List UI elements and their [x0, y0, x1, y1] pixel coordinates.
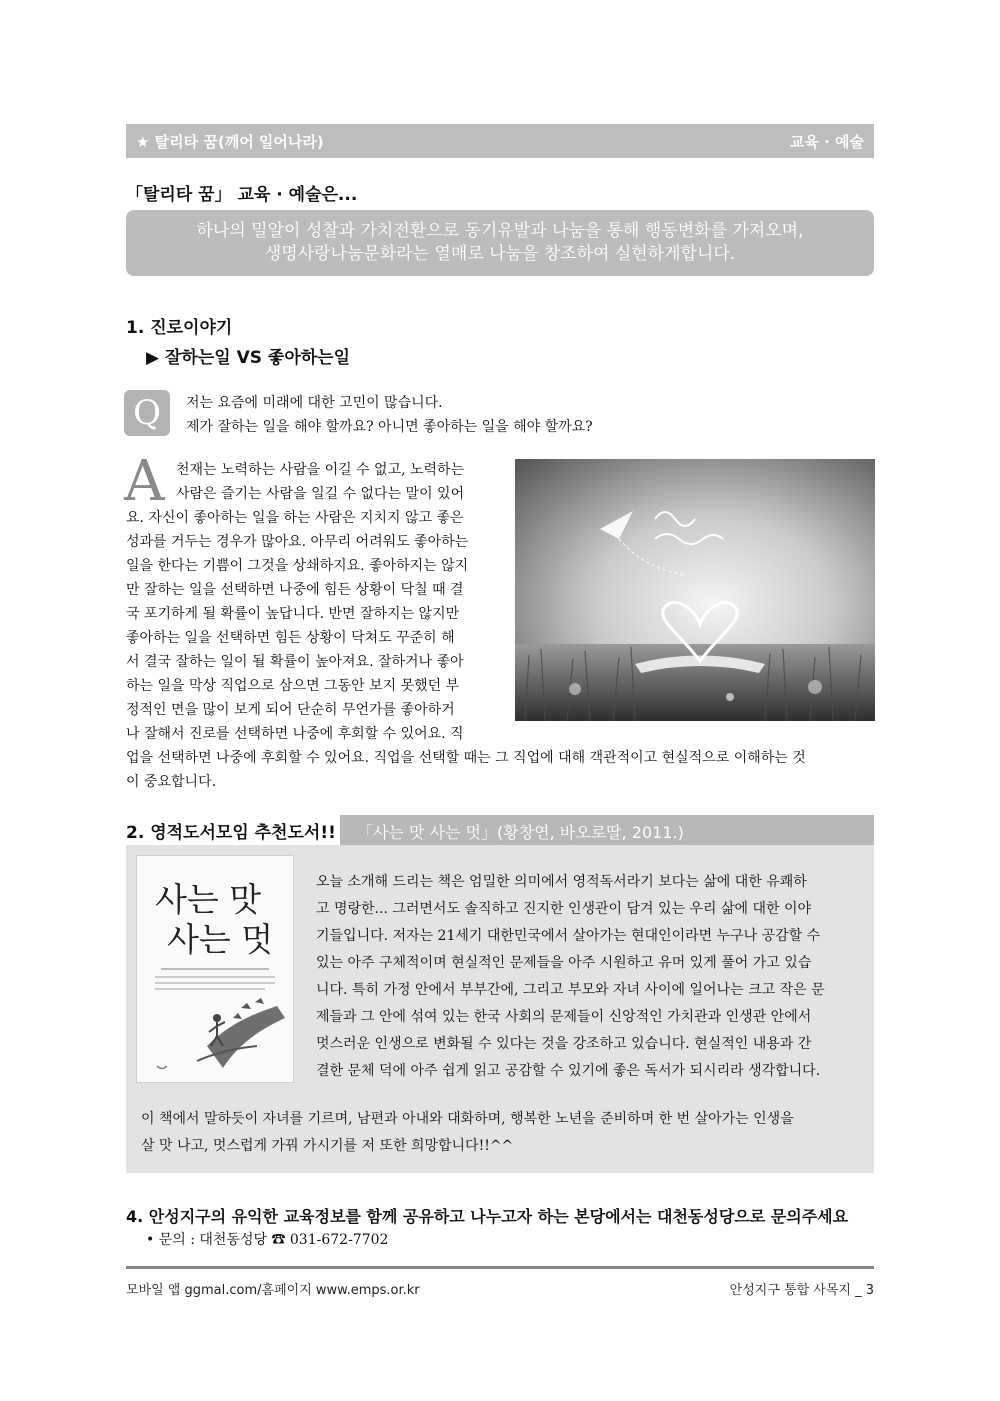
answer-line: 업을 선택하면 나중에 후회할 수 있어요. 직업을 선택할 때는 그 직업에 대해 객관적이고 현실적으로 이해하는 것: [126, 750, 806, 766]
answer-line: 서 결국 잘하는 일이 될 확률이 높아져요. 잘하거나 좋아: [126, 654, 464, 670]
header-category: 교육 · 예술: [789, 133, 864, 151]
answer-line: 만 잘하는 일을 선택하면 나중에 힘든 상황이 닥칠 때 결: [126, 582, 464, 598]
footer-page-label: 안성지구 통합 사목지 _ 3: [729, 1283, 874, 1298]
review-line: 기들입니다. 저자는 21세기 대한민국에서 살아가는 현대인이라면 누구나 공감할 수: [316, 928, 821, 944]
review-line: 제들과 그 안에 섞여 있는 한국 사회의 문제들이 신앙적인 가치관과 인생관 안에서: [316, 1009, 812, 1025]
review-line: 고 명랑한... 그러면서도 솔직하고 진지한 인생관이 담겨 있는 우리 삶에 대한 이야: [316, 901, 812, 917]
answer-line: 나 잘해서 진로를 선택하면 나중에 후회할 수 있어요. 직: [126, 726, 464, 742]
closing-line: 이 책에서 말하듯이 자녀를 기르며, 남편과 아내와 대화하며, 행복한 노년을 준비하며 한 번 살아가는 인생을: [141, 1111, 794, 1127]
answer-line: 사람은 즐기는 사람을 일길 수 없다는 말이 있어: [176, 486, 465, 502]
answer-line: 정적인 면을 많이 보게 되어 단순히 무언가를 좋아하거: [126, 702, 455, 718]
answer-line: 국 포기하게 될 확률이 높답니다. 반면 잘하지는 않지만: [126, 606, 460, 622]
book-label: 「사는 맛 사는 멋」(황창연, 바오로딸, 2011.): [357, 823, 684, 842]
answer-line: 하는 일을 막상 직업으로 삼으면 그동안 보지 못했던 부: [126, 678, 460, 694]
book-cover: [136, 855, 294, 1083]
answer-line: 이 중요합니다.: [126, 774, 217, 790]
answer-initial: A: [124, 449, 165, 514]
closing-line: 살 맛 나고, 멋스럽게 가꿔 가시기를 저 또한 희망합니다!!^^: [141, 1138, 514, 1154]
section4-title: 4. 안성지구의 유익한 교육정보를 함께 공유하고 나누고자 하는 본당에서는 대천동성당으로 문의주세요: [126, 1207, 849, 1226]
review-line: 결한 문체 덕에 아주 쉽게 읽고 공감할 수 있기에 좋은 독서가 되시리라 생각합니다.: [316, 1063, 821, 1079]
review-line: 니다. 특히 가정 안에서 부부간에, 그리고 부모와 자녀 사이에 일어나는 크고 작은 문: [316, 982, 825, 998]
cover-illustration: [137, 856, 293, 1082]
book-heart-photo: [515, 459, 875, 721]
review-line: 멋스러운 인생으로 변화될 수 있다는 것을 강조하고 있습니다. 현실적인 내용과 간: [316, 1036, 812, 1052]
answer-line: 일을 한다는 기쁨이 그것을 상쇄하지요. 좋아하지는 않지: [126, 558, 469, 574]
section1-subtitle: ▶ 잘하는일 VS 좋아하는일: [146, 348, 351, 368]
question-badge: Q: [124, 390, 170, 436]
cover-title-line: 사는 맛: [155, 880, 262, 919]
intro-line: 하나의 밀알이 성찰과 가치전환으로 동기유발과 나눔을 통해 행동변화를 가져오며,: [196, 221, 804, 241]
footer-rule: [126, 1266, 874, 1269]
contact-info: • 문의 : 대천동성당 ☎ 031-672-7702: [146, 1232, 389, 1248]
question-line: 제가 잘하는 일을 해야 할까요? 아니면 좋아하는 일을 해야 할까요?: [186, 419, 593, 435]
answer-line: 좋아하는 일을 선택하면 힘든 상황이 닥쳐도 꾸준히 해: [126, 630, 455, 646]
section1-title: 1. 진로이야기: [126, 318, 233, 338]
intro-box: [126, 210, 874, 276]
header-series-title: ★ 탈리타 꿈(깨어 일어나라): [136, 133, 324, 151]
cover-title-line: 사는 멋: [167, 920, 274, 959]
question-line: 저는 요즘에 미래에 대한 고민이 많습니다.: [186, 395, 443, 411]
answer-line: 천재는 노력하는 사람을 이길 수 없고, 노력하는: [176, 462, 465, 478]
footer-links: 모바일 앱 ggmal.com/홈페이지 www.emps.or.kr: [126, 1283, 420, 1298]
answer-line: 성과를 거두는 경우가 많아요. 아무리 어려워도 좋아하는: [126, 534, 469, 550]
section2-title: 2. 영적도서모임 추천도서!!: [126, 823, 336, 843]
intro-line: 생명사랑나눔문화라는 열매로 나눔을 창조하여 실현하게합니다.: [264, 244, 736, 264]
review-line: 오늘 소개해 드리는 책은 엄밀한 의미에서 영적독서라기 보다는 삶에 대한 유쾌하: [316, 874, 807, 890]
answer-line: 요. 자신이 좋아하는 일을 하는 사람은 지치지 않고 좋은: [126, 510, 464, 526]
review-line: 있는 아주 구체적이며 현실적인 문제들을 아주 시원하고 유머 있게 풀어 가고 있습: [316, 955, 812, 971]
intro-title: 「탈리타 꿈」 교육 · 예술은...: [126, 185, 358, 205]
